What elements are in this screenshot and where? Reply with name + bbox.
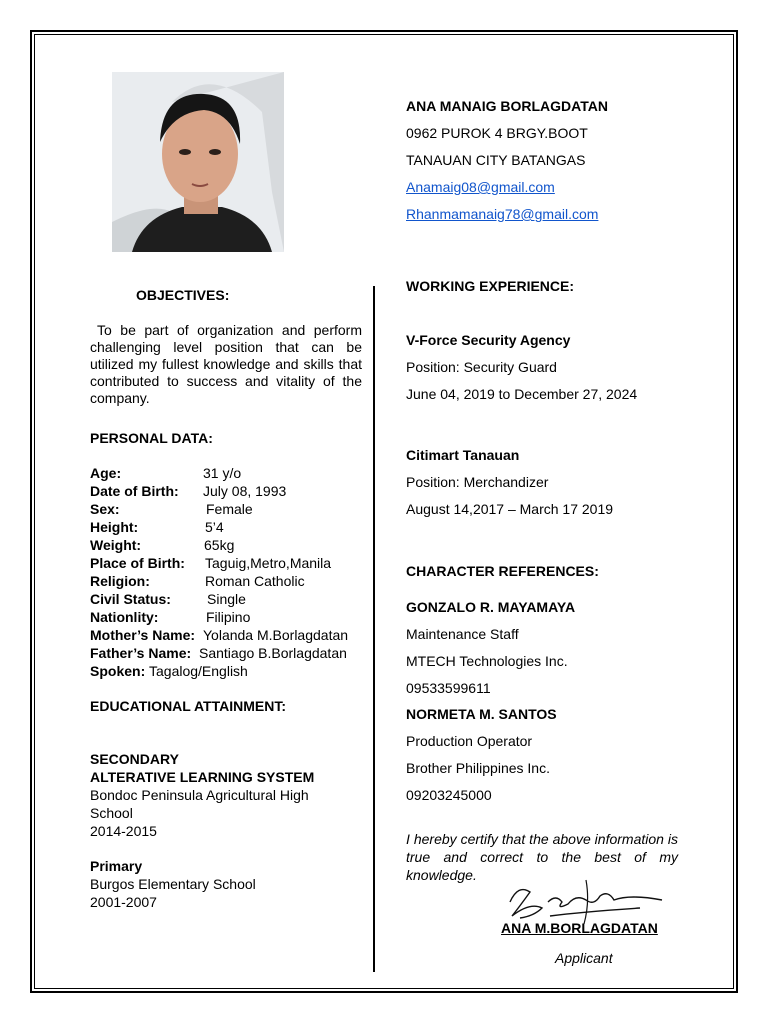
- job-1-position: Position: Security Guard: [406, 359, 557, 375]
- portrait-image: [112, 72, 284, 252]
- reference-2-role: Production Operator: [406, 733, 533, 749]
- reference-2-company: Brother Philippines Inc.: [406, 760, 550, 776]
- primary-level: Primary: [90, 858, 143, 874]
- address-line-2: TANAUAN CITY BATANGAS: [406, 152, 586, 168]
- references-heading: CHARACTER REFERENCES:: [406, 563, 599, 579]
- personal-row-sex: Sex: Female: [90, 501, 253, 517]
- secondary-school-line-1: Bondoc Peninsula Agricultural High: [90, 787, 309, 803]
- applicant-name: ANA MANAIG BORLAGDATAN: [406, 98, 608, 114]
- personal-row-birthplace: Place of Birth: Taguig,Metro,Manila: [90, 555, 332, 571]
- job-1-dates: June 04, 2019 to December 27, 2024: [406, 386, 638, 402]
- reference-1-name: GONZALO R. MAYAMAYA: [406, 599, 576, 615]
- personal-row-civil-status: Civil Status: Single: [90, 591, 246, 607]
- address-line-1: 0962 PUROK 4 BRGY.BOOT: [406, 125, 588, 141]
- job-2-dates: August 14,2017 – March 17 2019: [406, 501, 614, 517]
- objectives-heading: OBJECTIVES:: [136, 287, 230, 303]
- personal-row-weight: Weight: 65kg: [90, 537, 235, 553]
- secondary-level: SECONDARY: [90, 751, 179, 767]
- reference-2-name: NORMETA M. SANTOS: [406, 706, 557, 722]
- reference-2-phone: 09203245000: [406, 787, 492, 803]
- personal-row-nationality: Nationlity: Filipino: [90, 609, 251, 625]
- column-divider: [373, 286, 375, 972]
- reference-1-role: Maintenance Staff: [406, 626, 519, 642]
- personal-data-heading: PERSONAL DATA:: [90, 430, 213, 446]
- primary-school: Burgos Elementary School: [90, 876, 256, 892]
- primary-years: 2001-2007: [90, 894, 157, 910]
- personal-row-age: Age: 31 y/o: [90, 465, 242, 481]
- education-heading: EDUCATIONAL ATTAINMENT:: [90, 698, 286, 714]
- signatory-role: Applicant: [555, 950, 613, 966]
- secondary-school-line-2: School: [90, 805, 133, 821]
- secondary-years: 2014-2015: [90, 823, 157, 839]
- certification-text: I hereby certify that the above information is true and correct to the best of my knowledge.: [406, 831, 678, 883]
- job-2-company: Citimart Tanauan: [406, 447, 520, 463]
- email-link-2[interactable]: Rhanmamanaig78@gmail.com: [406, 206, 599, 222]
- personal-row-spoken: Spoken: Tagalog/English: [90, 663, 248, 679]
- signatory-name: ANA M.BORLAGDATAN: [501, 920, 658, 936]
- reference-1-phone: 09533599611: [406, 680, 491, 696]
- personal-row-mother: Mother’s Name: Yolanda M.Borlagdatan: [90, 627, 349, 643]
- personal-row-father: Father’s Name: Santiago B.Borlagdatan: [90, 645, 347, 661]
- job-1-company: V-Force Security Agency: [406, 332, 571, 348]
- secondary-program: ALTERATIVE LEARNING SYSTEM: [90, 769, 315, 785]
- work-heading: WORKING EXPERIENCE:: [406, 278, 575, 294]
- personal-row-religion: Religion: Roman Catholic: [90, 573, 305, 589]
- applicant-photo: [112, 72, 284, 252]
- job-2-position: Position: Merchandizer: [406, 474, 549, 490]
- reference-1-company: MTECH Technologies Inc.: [406, 653, 568, 669]
- email-link-1[interactable]: Anamaig08@gmail.com: [406, 179, 555, 195]
- personal-row-height: Height: 5’4: [90, 519, 224, 535]
- objectives-text: To be part of organization and perform challenging level position that can be utilized my fullest knowledge and skills that contributed to success and vitality of the company.: [90, 322, 362, 406]
- personal-row-dob: Date of Birth: July 08, 1993: [90, 483, 287, 499]
